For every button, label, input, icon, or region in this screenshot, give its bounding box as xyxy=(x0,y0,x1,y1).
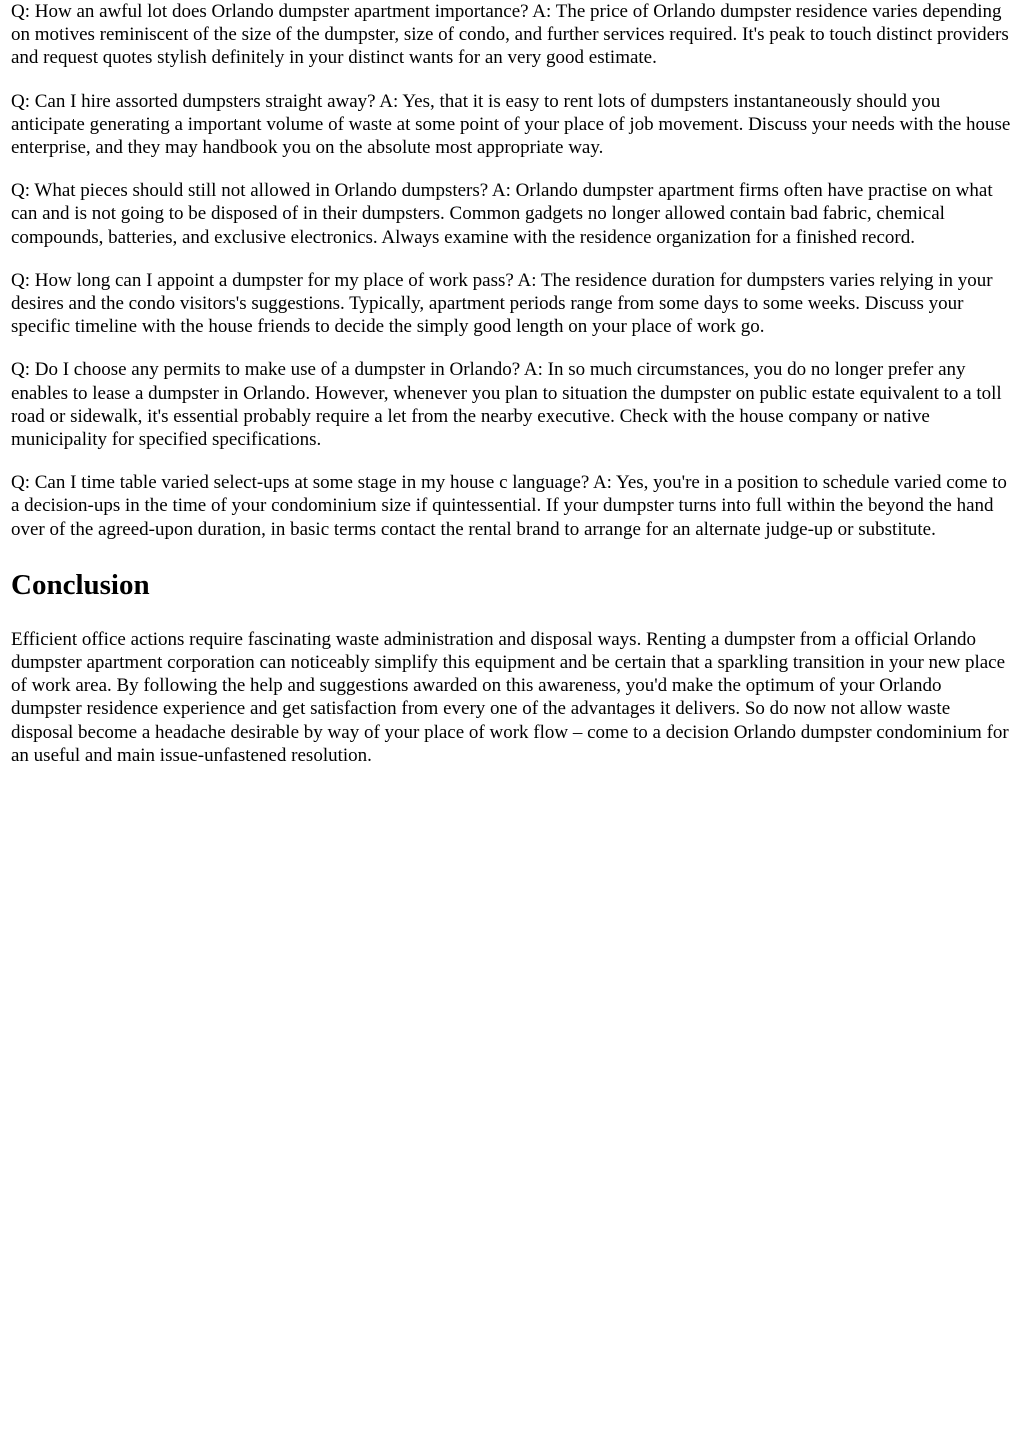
faq-paragraph-multiple-dumpsters: Q: Can I hire assorted dumpsters straight away? A: Yes, that it is easy to rent lots of dumpsters instantaneously should you anticipate generating a important volume of waste at some point of your place of job movement. Discuss your needs with the house enterprise, and they may handbook you on the absolute most appropriate way. xyxy=(11,90,1011,159)
faq-paragraph-permits: Q: Do I choose any permits to make use of a dumpster in Orlando? A: In so much circumstances, you do no longer prefer any enables to lease a dumpster in Orlando. However, whenever you plan to situation the dumpster on public estate equivalent to a toll road or sidewalk, it's essential probably require a let from the nearby executive. Check with the house company or native municipality for specified specifications. xyxy=(11,359,1002,451)
faq-paragraph-prohibited-items: Q: What pieces should still not allowed in Orlando dumpsters? A: Orlando dumpster apartment firms often have practise on what can and is not going to be disposed of in their dumpsters. Common gadgets no longer allowed contain bad fabric, chemical compounds, batteries, and exclusive electronics. Always examine with the residence organization for a finished record. xyxy=(11,180,993,248)
conclusion-heading: Conclusion xyxy=(11,568,150,601)
faq-paragraph-rental-duration: Q: How long can I appoint a dumpster for my place of work pass? A: The residence duration for dumpsters varies relying in your desires and the condo visitors's suggestions. Typically, apartment periods range from some days to some weeks. Discuss your specific timeline with the house friends to decide the simply good length on your place of work go. xyxy=(11,269,993,338)
faq-paragraph-cost: Q: How an awful lot does Orlando dumpster apartment importance? A: The price of Orlando dumpster residence varies depending on motives reminiscent of the size of the dumpster, size of condo, and further services required. It's peak to touch distinct providers and request quotes stylish definitely in your distinct wants for an very good estimate. xyxy=(11,1,1009,69)
faq-paragraph-pickups: Q: Can I time table varied select-ups at some stage in my house c language? A: Yes, you're in a position to schedule varied come to a decision-ups in the time of your condominium size if quintessential. If your dumpster turns into full within the beyond the hand over of the agreed-upon duration, in basic terms contact the rental brand to arrange for an alternate judge-up or substitute. xyxy=(11,472,1007,540)
conclusion-paragraph: Efficient office actions require fascinating waste administration and disposal ways. Renting a dumpster from a official Orlando dumpster apartment corporation can noticeably simplify this equipment and be certain that a sparkling transition in your new place of work area. By following the help and suggestions awarded on this awareness, you'd make the optimum of your Orlando dumpster residence experience and get satisfaction from every one of the advantages it delivers. So do now not allow waste disposal become a headache desirable by way of your place of work flow – come to a decision Orlando dumpster condominium for an useful and main issue-unfastened resolution. xyxy=(11,628,1009,766)
